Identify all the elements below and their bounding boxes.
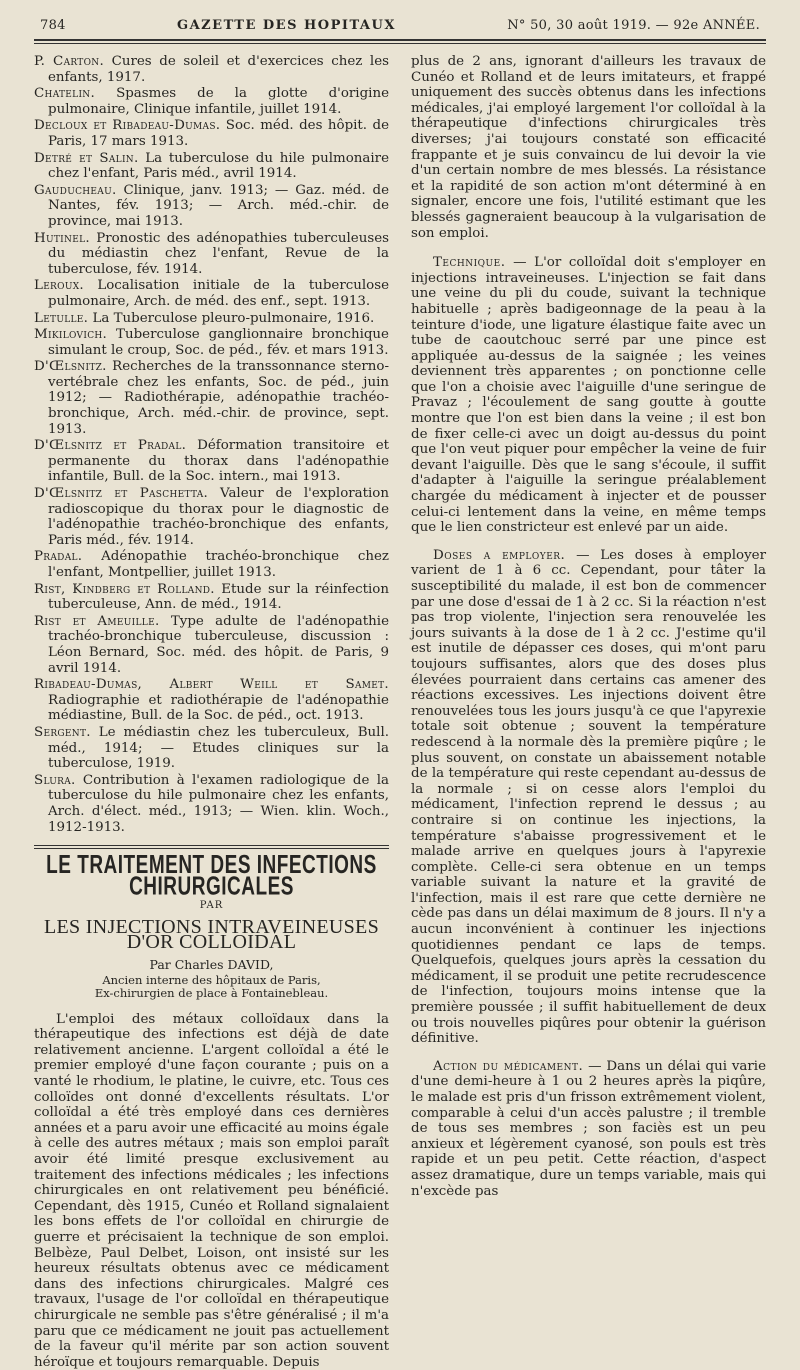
- affiliation-line: Ex-chirurgien de place à Fontainebleau.: [94, 985, 329, 1000]
- two-column-body: [34, 54, 766, 1370]
- left-column: [34, 54, 389, 1370]
- reference-text: Cures de soleil et d'exercices chez les enfants, 1917.: [48, 54, 389, 85]
- reference-author: Rist, Kindberg et Rolland.: [34, 581, 215, 597]
- article-divider: [34, 845, 389, 849]
- section-heading: Doses a employer.: [433, 547, 566, 563]
- reference-author: Sergent.: [34, 724, 91, 740]
- section-heading: Technique.: [433, 255, 506, 271]
- section-text: — L'or colloïdal doit s'employer en injections intraveineuses. L'injection se fait dans une veine du pli du coude, suivant la technique habituelle ; après badigeonnage de la peau à la teinture d'iode, une ligature élastique faite avec un tube de caoutchouc serré par une pince est appliquée au-dessus de la saignée ; les veines deviennent très apparentes ; on ponctionne celle que l'on a choisie avec l'aiguille d'une seringue de Pravaz ; l'écoulement de sang goutte à goutte montre que l'on est bien dans la veine ; il est bon de fixer celle-ci avec un doigt au-dessus du point que l'on veut piquer pour empêcher la veine de fuir devant l'aiguille. Dès que le sang s'écoule, il suffit d'adapter à l'aiguille la seringue préalablement chargée du médicament à injecter et de pousser celui-ci lentement dans la veine, en même temps que le lien constricteur est enlevé par un aide.: [411, 255, 766, 536]
- reference-author: D'Œlsnitz et Pradal.: [34, 438, 187, 454]
- reference-text: Pronostic des adénopathies tuberculeuses du médiastin chez l'enfant, Revue de la tuberculose, fév. 1914.: [48, 230, 389, 277]
- reference-author: Mikilovich.: [34, 327, 108, 343]
- reference-item: [34, 614, 389, 676]
- reference-author: Leroux.: [34, 278, 84, 294]
- reference-author: Letulle.: [34, 310, 89, 326]
- section-text: — Les doses à employer varient de 1 à 6 cc. Cependant, pour tâter la susceptibilité du malade, il est bon de commencer par une dose d'essai de 1 à 2 cc. Si la réaction n'est pas trop violente, l'injection sera renouvelée les jours suivants à la dose de 1 à 2 cc. J'estime qu'il est inutile de dépasser ces doses, qui m'ont paru toujours suffisantes, alors que des doses plus élevées pourraient dans certains cas amener des réactions excessives. Les injections doivent être renouvelées tous les jours jusqu'à ce que l'apyrexie totale soit obtenue ; souvent la température redescend à la normale dès la première piqûre ; le plus souvent, on constate un abaissement notable de la température qui reste cependant au-dessus de la normale ; si on cesse alors l'emploi du médicament, l'infection reprend le dessus ; au contraire si on continue les injections, la température s'abaisse progressivement et le malade arrive en quelques jours à l'apyrexie complète. Celle-ci sera obtenue en un temps variable suivant la nature et la gravité de l'infection, mais il est rare que cette dernière ne cède pas dans un délai maximum de 8 jours. Il n'y a aucun inconvénient à continuer les injections quotidiennes pendant ce laps de temps. Quelquefois, quelques jours après la cessation du médicament, il se produit une petite recrudescence de l'infection, toujours moins intense que la première poussée ; il suffit habituellement de deux ou trois nouvelles piqûres pour obtenir la guérison définitive.: [411, 547, 766, 1047]
- reference-text: Clinique, janv. 1913; — Gaz. méd. de Nantes, fév. 1913; — Arch. méd.-chir. de province, mai 1913.: [48, 182, 389, 229]
- reference-author: Pradal.: [34, 549, 83, 565]
- reference-item: [34, 327, 389, 358]
- reference-item: [34, 231, 389, 278]
- reference-text: Etude sur la réinfection tuberculeuse, Ann. de méd., 1914.: [48, 581, 389, 613]
- reference-text: Déformation transitoire et permanente du thorax dans l'adénopathie infantile, Bull. de la Soc. intern., mai 1913.: [48, 438, 390, 485]
- reference-author: Decloux et Ribadeau-Dumas.: [34, 118, 221, 134]
- reference-item: [34, 582, 389, 613]
- reference-author: P. Carton.: [34, 54, 105, 69]
- reference-item: [34, 725, 389, 772]
- section-text: — Dans un délai qui varie d'une demi-heure à 1 ou 2 heures après la piqûre, le malade est pris d'un frisson extrêmement violent, comparable à celui d'un accès palustre ; il tremble de tous ses membres ; son faciès est un peu anxieux et légèrement cyanosé, son pouls est très rapide et un peu petit. Cette réaction, d'aspect assez dramatique, dure un temps variable, mais qui n'excède pas: [411, 1058, 766, 1199]
- reference-text: La Tuberculose pleuro-pulmonaire, 1916.: [88, 310, 375, 326]
- article-author: Par Charles DAVID,: [149, 957, 274, 973]
- reference-author: Detré et Salin.: [34, 150, 139, 166]
- intro-paragraph: L'emploi des métaux colloïdaux dans la thérapeutique des infections est déjà de date relativement ancienne. L'argent colloïdal a été le premier employé d'une façon courante ; puis on a vanté le rhodium, le platine, le cuivre, etc. Tous ces colloïdes ont donné d'excellents résultats. L'or colloïdal a été très employé dans ces dernières années et a paru avoir une efficacité au moins égale à celle des autres métaux ; mais son emploi paraît avoir été limité presque exclusivement au traitement des infections médicales ; les infections chirurgicales en ont relativement peu bénéficié. Cependant, dès 1915, Cunéo et Rolland signalaient les bons effets de l'or colloïdal en chirurgie de guerre et précisaient la technique de son emploi. Belbèze, Paul Delbet, Loison, ont insisté sur les heureux résultats obtenus avec ce médicament dans des infections chirurgicales. Malgré ces travaux, l'usage de l'or colloïdal en thérapeutique chirurgicale ne semble pas s'être généralisé ; il m'a paru que ce médicament ne jouit pas actuellement de la faveur qu'il mérite par son action souvent héroïque et toujours remarquable. Depuis: [34, 1011, 389, 1370]
- reference-text: Soc. méd. des hôpit. de Paris, 17 mars 1913.: [48, 118, 389, 149]
- reference-author: Hutinel.: [34, 230, 90, 246]
- reference-item: [34, 677, 389, 724]
- reference-text: Adénopathie trachéo-bronchique chez l'enfant, Montpellier, juillet 1913.: [48, 549, 389, 580]
- technique-section: [411, 255, 766, 536]
- reference-author: Ribadeau-Dumas, Albert Weill et Samet.: [34, 677, 389, 693]
- affiliation-line: Ancien interne des hôpitaux de Paris,: [102, 972, 321, 987]
- reference-author: Chatelin.: [34, 86, 96, 102]
- reference-item: [34, 86, 389, 117]
- journal-title: GAZETTE DES HOPITAUX: [176, 18, 396, 33]
- article-par: PAR: [199, 900, 224, 912]
- reference-text: La tuberculose du hile pulmonaire chez l'enfant, Paris méd., avril 1914.: [48, 150, 389, 182]
- reference-text: Tuberculose ganglionnaire bronchique simulant le croup, Soc. de péd., fév. et mars 1913.: [48, 327, 389, 358]
- intro-continuation: plus de 2 ans, ignorant d'ailleurs les travaux de Cunéo et Rolland et de leurs imitateurs, et frappé uniquement des succès obtenus dans les infections médicales, j'ai employé largement l'or colloïdal à la thérapeutique d'infections chirurgicales très diverses; j'ai toujours constaté son efficacité frappante et je suis convaincu de lui devoir la vie d'un certain nombre de mes blessés. La résistance et la rapidité de son action m'ont déterminé à en signaler, encore une fois, l'utilité estimant que les blessés gagneraient beaucoup à la vulgarisation de son emploi.: [411, 54, 766, 241]
- reference-text: Radiographie et radiothérapie de l'adénopathie médiastine, Bull. de la Soc. de péd., oct. 1913.: [48, 692, 389, 724]
- reference-text: Contribution à l'examen radiologique de la tuberculose du hile pulmonaire chez les enfants, Arch. d'élect. méd., 1913; — Wien. klin. Woch., 1912-1913.: [48, 772, 389, 835]
- reference-item: [34, 549, 389, 580]
- running-header: [34, 18, 766, 33]
- reference-text: Localisation initiale de la tuberculose pulmonaire, Arch. de méd. des enf., sept. 1913.: [48, 278, 389, 309]
- reference-item: [34, 311, 389, 327]
- reference-item: [34, 151, 389, 182]
- right-column: [405, 54, 766, 1370]
- reference-item: [34, 278, 389, 309]
- reference-author: D'Œlsnitz et Paschetta.: [34, 486, 209, 502]
- reference-item: [34, 359, 389, 437]
- reference-item: [34, 118, 389, 149]
- reference-text: Recherches de la transsonnance sterno-vertébrale chez les enfants, Soc. de péd., juin 1912; — Radiothérapie, adénopathie trachéo-bronchique, Arch. méd.-chir. de province, sept. 1913.: [48, 359, 389, 437]
- reference-author: Slura.: [34, 772, 76, 788]
- reference-text: Valeur de l'exploration radioscopique du thorax pour le diagnostic de l'adénopathie trachéo-bronchique des enfants, Paris méd., fév. 1914.: [48, 486, 389, 548]
- reference-item: [34, 773, 389, 835]
- reference-item: [34, 183, 389, 230]
- article-affiliation: [34, 974, 389, 1000]
- article-subtitle: LES INJECTIONS INTRAVEINEUSES D'OR COLLOIDAL: [44, 915, 379, 954]
- reference-text: Type adulte de l'adénopathie trachéo-bronchique tuberculeuse, discussion : Léon Bernard, Soc. méd. des hôpit. de Paris, 9 avril 1914.: [48, 613, 389, 676]
- reference-item: [34, 438, 389, 485]
- reference-item: [34, 54, 389, 85]
- reference-author: Rist et Ameuille.: [34, 613, 160, 629]
- doses-section: [411, 548, 766, 1047]
- action-section: [411, 1059, 766, 1199]
- reference-text: Spasmes de la glotte d'origine pulmonaire, Clinique infantile, juillet 1914.: [48, 86, 389, 117]
- article-title: LE TRAITEMENT DES INFECTIONS CHIRURGICALES: [46, 851, 377, 901]
- reference-author: Gauducheau.: [34, 182, 117, 198]
- section-heading: Action du médicament.: [433, 1058, 584, 1074]
- issue-info: N° 50, 30 août 1919. — 92e ANNÉE.: [507, 18, 760, 33]
- reference-text: Le médiastin chez les tuberculeux, Bull. méd., 1914; — Etudes cliniques sur la tuberculose, 1919.: [48, 724, 389, 772]
- header-rule: [34, 39, 766, 44]
- reference-list: [34, 54, 389, 835]
- reference-author: D'Œlsnitz.: [34, 359, 107, 375]
- reference-item: [34, 486, 389, 548]
- page-number: 784: [40, 18, 66, 33]
